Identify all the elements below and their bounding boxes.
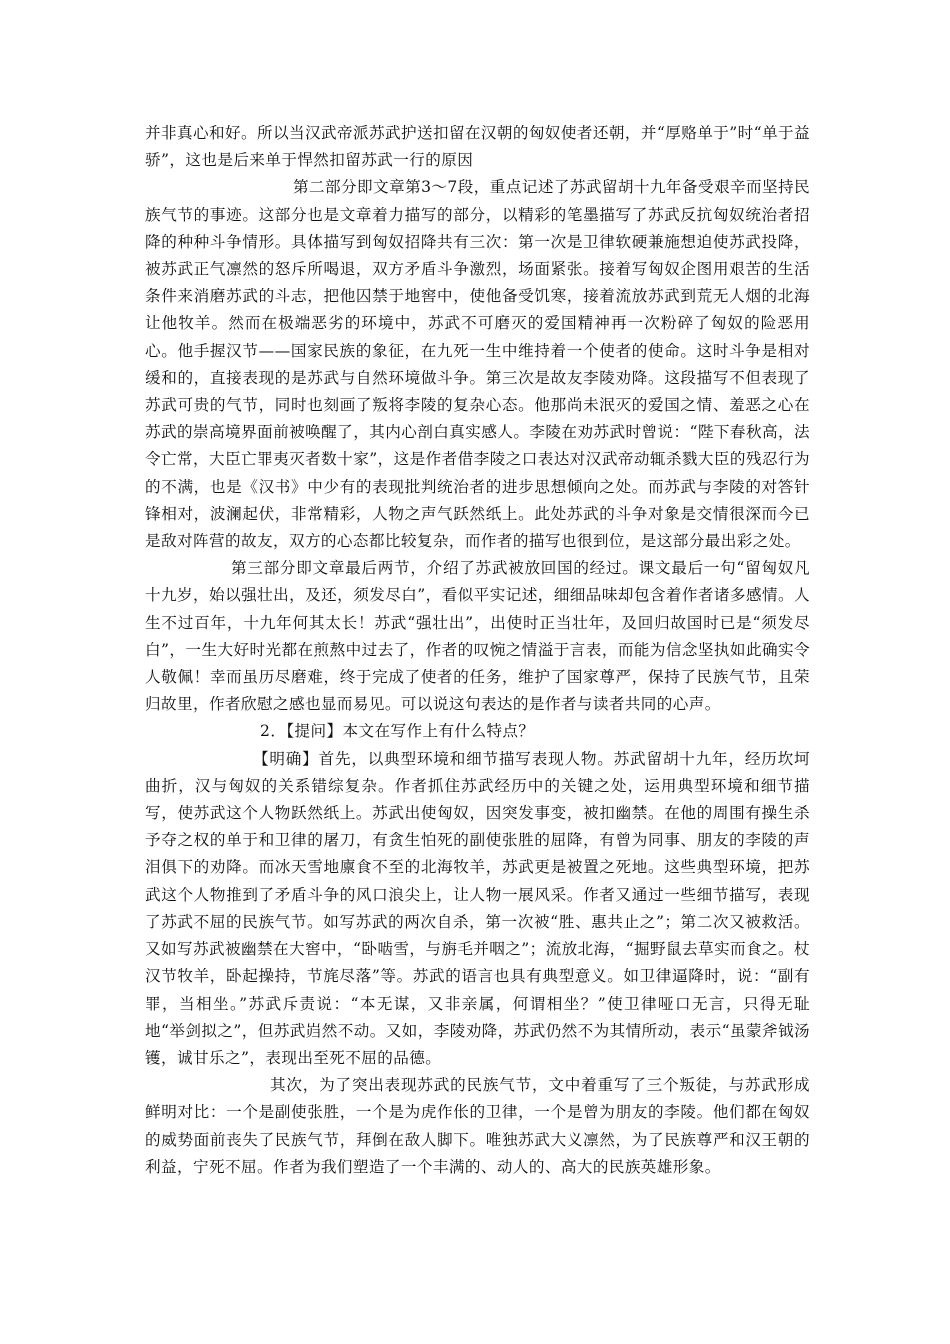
question-heading: 2．【提问】本文在写作上有什么特点？ [260, 722, 535, 741]
paragraph-continuation: 并非真心和好。所以当汉武帝派苏武护送扣留在汉朝的匈奴使者还朝，并“厚赂单于”时“单于益骄”，这也是后来单于悍然扣留苏武一行的原因 [145, 124, 810, 170]
paragraph-part-two: 第二部分即文章第3～7段，重点记述了苏武留胡十九年备受艰辛而坚持民族气节的事迹。这部分也是文章着力描写的部分，以精彩的笔墨描写了苏武反抗匈奴统治者招降的种种斗争情形。具体描写到匈奴招降共有三次：第一次是卫律软硬兼施想迫使苏武投降，被苏武正气凛然的怒斥所喝退，双方矛盾斗争激烈，场面紧张。接着写匈奴企图用艰苦的生活条件来消磨苏武的斗志，把他囚禁于地窖中，使他备受饥寒，接着流放苏武到荒无人烟的北海让他牧羊。然而在极端恶劣的环境中，苏武不可磨灭的爱国精神再一次粉碎了匈奴的险恶用心。他手握汉节——国家民族的象征，在九死一生中维持着一个使者的使命。这时斗争是相对缓和的，直接表现的是苏武与自然环境做斗争。第三次是故友李陵劝降。这段描写不但表现了苏武可贵的气节，同时也刻画了叛将李陵的复杂心态。他那尚未泯灭的爱国之情、羞恶之心在苏武的崇高境界面前被唤醒了，其内心剖白真实感人。李陵在劝苏武时曾说：“陛下春秋高，法令亡常，大臣亡罪夷灭者数十家”，这是作者借李陵之口表达对汉武帝动辄杀戮大臣的残忍行为的不满，也是《汉书》中少有的表现批判统治者的进步思想倾向之处。而苏武与李陵的对答针锋相对，波澜起伏，非常精彩，人物之声气跃然纸上。此处苏武的斗争对象是交情很深而今已是敌对阵营的故友，双方的心态都比较复杂，而作者的描写也很到位，是这部分最出彩之处。 [145, 178, 810, 551]
paragraph-part-three: 第三部分即文章最后两节，介绍了苏武被放回国的经过。课文最后一句“留匈奴凡十九岁，始以强壮出，及还，须发尽白”，看似平实记述，细细品味却包含着作者诸多感情。人生不过百年，十九年何其太长！苏武“强壮出”，出使时正当壮年，及回归故国时已是“须发尽白”，一生大好时光都在煎熬中过去了，作者的叹惋之情溢于言表，而能为信念坚执如此确实令人敬佩！幸而虽历尽磨难，终于完成了使者的任务，维护了国家尊严，保持了民族气节，且荣归故里，作者欣慰之感也显而易见。可以说这句表达的是作者与读者共同的心声。 [145, 559, 810, 714]
document-body [145, 120, 810, 1181]
paragraph-contrast: 其次，为了突出表现苏武的民族气节，文中着重写了三个叛徒，与苏武形成鲜明对比：一个是副使张胜，一个是为虎作伥的卫律，一个是曾为朋友的李陵。他们都在匈奴的威势面前丧失了民族气节，拜倒在敌人脚下。唯独苏武大义凛然，为了民族尊严和汉王朝的利益，宁死不屈。作者为我们塑造了一个丰满的、动人的、高大的民族英雄形象。 [145, 1076, 810, 1176]
paragraph-answer: 【明确】首先，以典型环境和细节描写表现人物。苏武留胡十九年，经历坎坷曲折，汉与匈奴的关系错综复杂。作者抓住苏武经历中的关键之处，运用典型环境和细节描写，使苏武这个人物跃然纸上。苏武出使匈奴，因突发事变，被扣幽禁。在他的周围有操生杀予夺之权的单于和卫律的屠刀，有贪生怕死的副使张胜的屈降，有曾为同事、朋友的李陵的声泪俱下的劝降。而冰天雪地廪食不至的北海牧羊，苏武更是被置之死地。这些典型环境，把苏武这个人物推到了矛盾斗争的风口浪尖上，让人物一展风采。作者又通过一些细节描写，表现了苏武不屈的民族气节。如写苏武的两次自杀，第一次被“胜、惠共止之”；第二次又被救活。又如写苏武被幽禁在大窖中，“卧啮雪，与旃毛并咽之”；流放北海，“掘野鼠去草实而食之。杖汉节牧羊，卧起操持，节旄尽落”等。苏武的语言也具有典型意义。如卫律逼降时，说：“副有罪，当相坐。”苏武斥责说：“本无谋，又非亲属，何谓相坐？”使卫律哑口无言，只得无耻地“举剑拟之”，但苏武岿然不动。又如，李陵劝降，苏武仍然不为其情所动，表示“虽蒙斧钺汤镬，诚甘乐之”，表现出至死不屈的品德。 [145, 749, 810, 1067]
